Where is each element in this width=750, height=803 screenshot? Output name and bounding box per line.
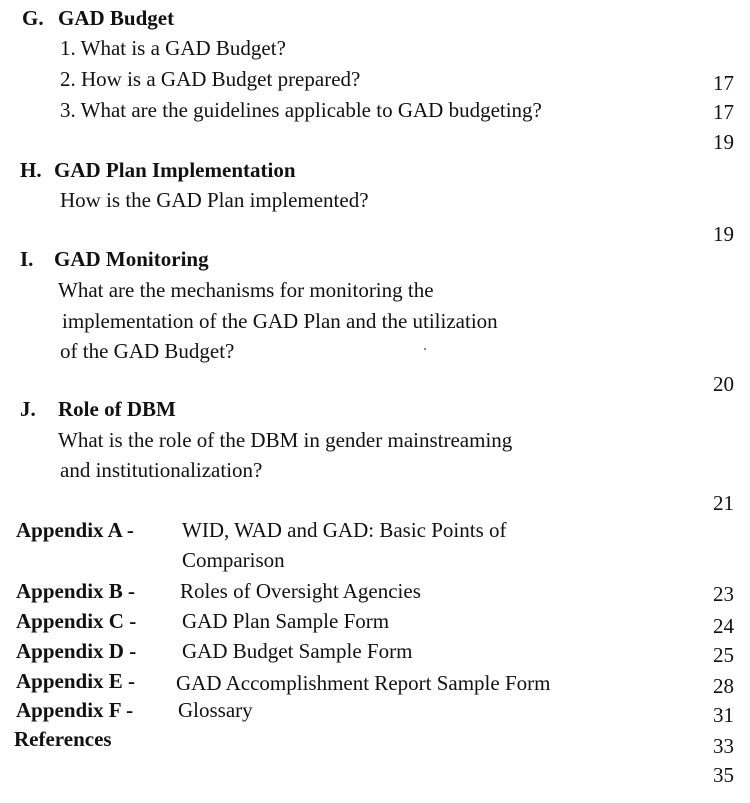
appendix-a-label: Appendix A -	[16, 518, 134, 542]
appendix-d-label: Appendix D -	[16, 639, 137, 663]
appendix-b-label: Appendix B -	[16, 579, 136, 603]
appendix-f-title: Glossary	[178, 698, 253, 722]
appendix-b-title: Roles of Oversight Agencies	[180, 579, 421, 603]
appendix-c-title: GAD Plan Sample Form	[182, 609, 390, 633]
page-number: 20	[713, 372, 734, 396]
section-i-item-2: implementation of the GAD Plan and the utilization	[62, 309, 498, 333]
page-number: 19	[713, 130, 734, 154]
page-number: 17	[713, 100, 734, 124]
section-g-letter: G.	[22, 6, 44, 30]
section-g-item-1: 1. What is a GAD Budget?	[60, 36, 286, 60]
section-i-item-1: What are the mechanisms for monitoring the	[58, 278, 434, 302]
section-g-title: GAD Budget	[58, 6, 175, 30]
section-j-item-1: What is the role of the DBM in gender mainstreaming	[58, 428, 513, 452]
page-number: 21	[713, 491, 734, 515]
page-number: 35	[713, 763, 734, 787]
appendix-c-label: Appendix C -	[16, 609, 137, 633]
appendix-e-label: Appendix E -	[16, 669, 136, 693]
page-number: 17	[713, 71, 734, 95]
appendix-d-title: GAD Budget Sample Form	[182, 639, 413, 663]
scan-speck	[424, 348, 426, 350]
section-g-item-2: 2. How is a GAD Budget prepared?	[60, 67, 361, 91]
references-label: References	[14, 727, 112, 751]
page-number: 25	[713, 643, 734, 667]
page-number: 31	[713, 703, 734, 727]
section-j-title: Role of DBM	[58, 397, 176, 421]
section-i-title: GAD Monitoring	[54, 247, 209, 271]
appendix-a-title: WID, WAD and GAD: Basic Points of	[182, 518, 507, 542]
page-number: 24	[713, 614, 734, 638]
section-h-letter: H.	[20, 158, 42, 182]
appendix-f-label: Appendix F -	[16, 698, 134, 722]
page-number: 23	[713, 582, 734, 606]
section-g-item-3: 3. What are the guidelines applicable to GAD budgeting?	[60, 98, 542, 122]
page-number: 33	[713, 734, 734, 758]
section-h-title: GAD Plan Implementation	[54, 158, 296, 182]
section-i-letter: I.	[20, 247, 34, 271]
page-number: 28	[713, 674, 734, 698]
page-number: 19	[713, 222, 734, 246]
appendix-a-title-cont: Comparison	[182, 548, 285, 572]
section-j-item-2: and institutionalization?	[60, 458, 263, 482]
appendix-e-title: GAD Accomplishment Report Sample Form	[176, 671, 551, 695]
section-h-item-1: How is the GAD Plan implemented?	[60, 188, 369, 212]
section-j-letter: J.	[20, 397, 36, 421]
section-i-item-3: of the GAD Budget?	[60, 339, 235, 363]
